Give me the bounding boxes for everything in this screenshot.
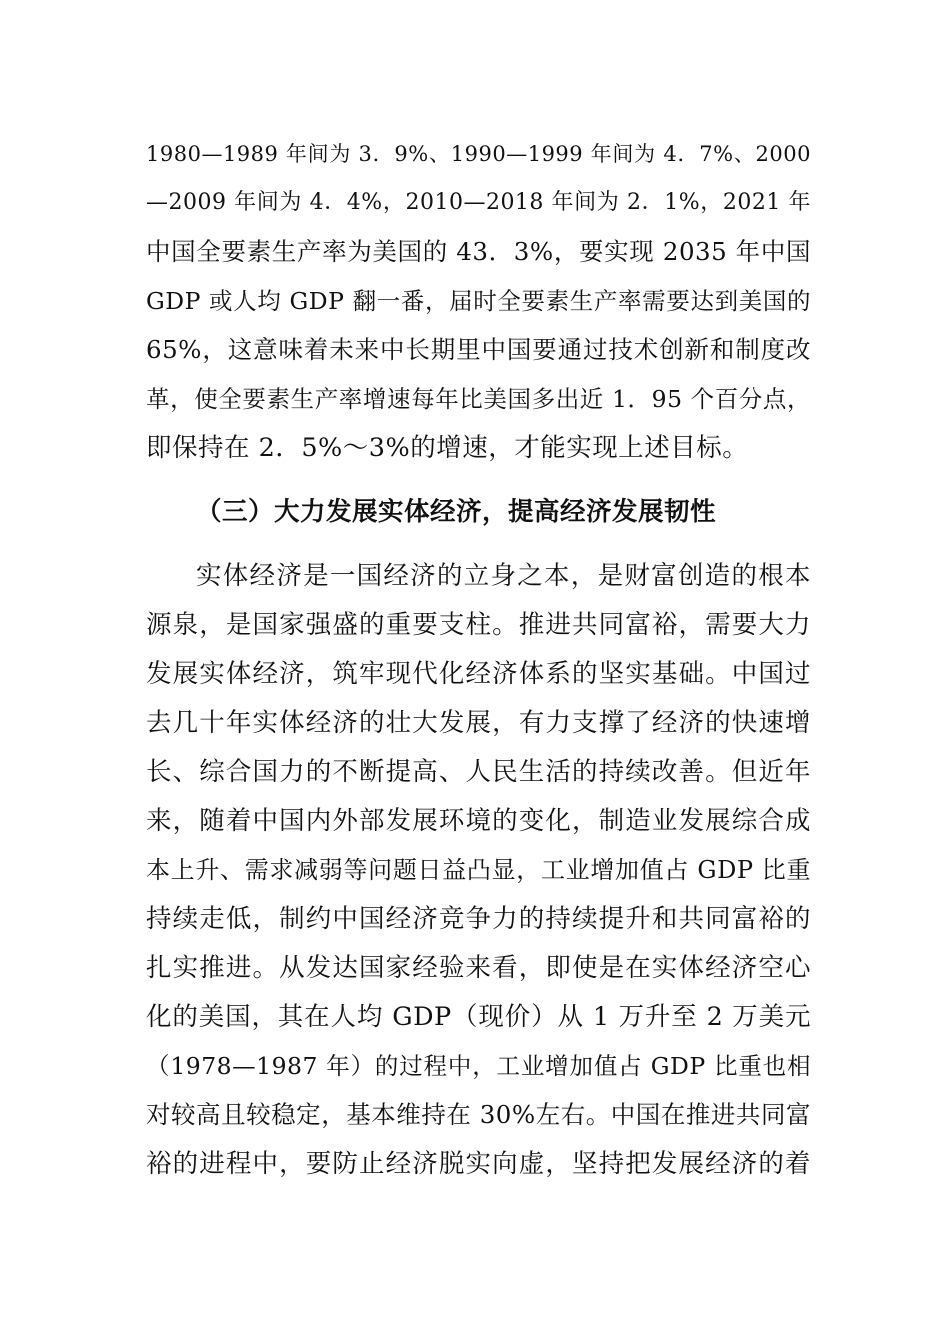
paragraph-line: 对较高且较稳定，基本维持在 30%左右。中国在推进共同富 <box>146 1100 811 1129</box>
paragraph-line: 来，随着中国内外部发展环境的变化，制造业发展综合成 <box>146 806 811 836</box>
paragraph-line: 化的美国，其在人均 GDP（现价）从 1 万升至 2 万美元 <box>146 1002 811 1032</box>
paragraph-line: 本上升、需求减弱等问题日益凸显，工业增加值占 GDP 比重 <box>146 856 811 884</box>
paragraph-line: 实体经济是一国经济的立身之本，是财富创造的根本 <box>196 561 811 591</box>
paragraph-line: （1978—1987 年）的过程中，工业增加值占 GDP 比重也相 <box>146 1052 811 1080</box>
paragraph-line: 去几十年实体经济的壮大发展，有力支撑了经济的快速增 <box>146 708 811 738</box>
paragraph-line: 发展实体经济，筑牢现代化经济体系的坚实基础。中国过 <box>146 659 811 689</box>
paragraph-line: 源泉，是国家强盛的重要支柱。推进共同富裕，需要大力 <box>146 610 811 640</box>
paragraph-line: 65%，这意味着未来中长期里中国要通过技术创新和制度改 <box>146 335 811 364</box>
paragraph-line: 1980—1989 年间为 3．9%、1990—1999 年间为 4．7%、2000 <box>146 142 811 166</box>
paragraph-line: 扎实推进。从发达国家经验来看，即使是在实体经济空心 <box>146 953 811 983</box>
paragraph-line: 中国全要素生产率为美国的 43．3%，要实现 2035 年中国 <box>146 237 811 266</box>
paragraph-line: —2009 年间为 4．4%，2010—2018 年间为 2．1%，2021 年 <box>146 190 811 215</box>
paragraph-line: 持续走低，制约中国经济竞争力的持续提升和共同富裕的 <box>146 904 811 934</box>
paragraph-line: 长、综合国力的不断提高、人民生活的持续改善。但近年 <box>146 757 811 787</box>
section-heading: （三）大力发展实体经济，提高经济发展韧性 <box>196 497 717 527</box>
paragraph-line: 革，使全要素生产率增速每年比美国多出近 1．95 个百分点， <box>146 385 811 413</box>
paragraph-line: GDP 或人均 GDP 翻一番，届时全要素生产率需要达到美国的 <box>146 287 811 315</box>
paragraph-line: 裕的进程中，要防止经济脱实向虚，坚持把发展经济的着 <box>146 1149 811 1179</box>
paragraph-line: 即保持在 2．5%～3%的增速，才能实现上述目标。 <box>146 433 749 463</box>
